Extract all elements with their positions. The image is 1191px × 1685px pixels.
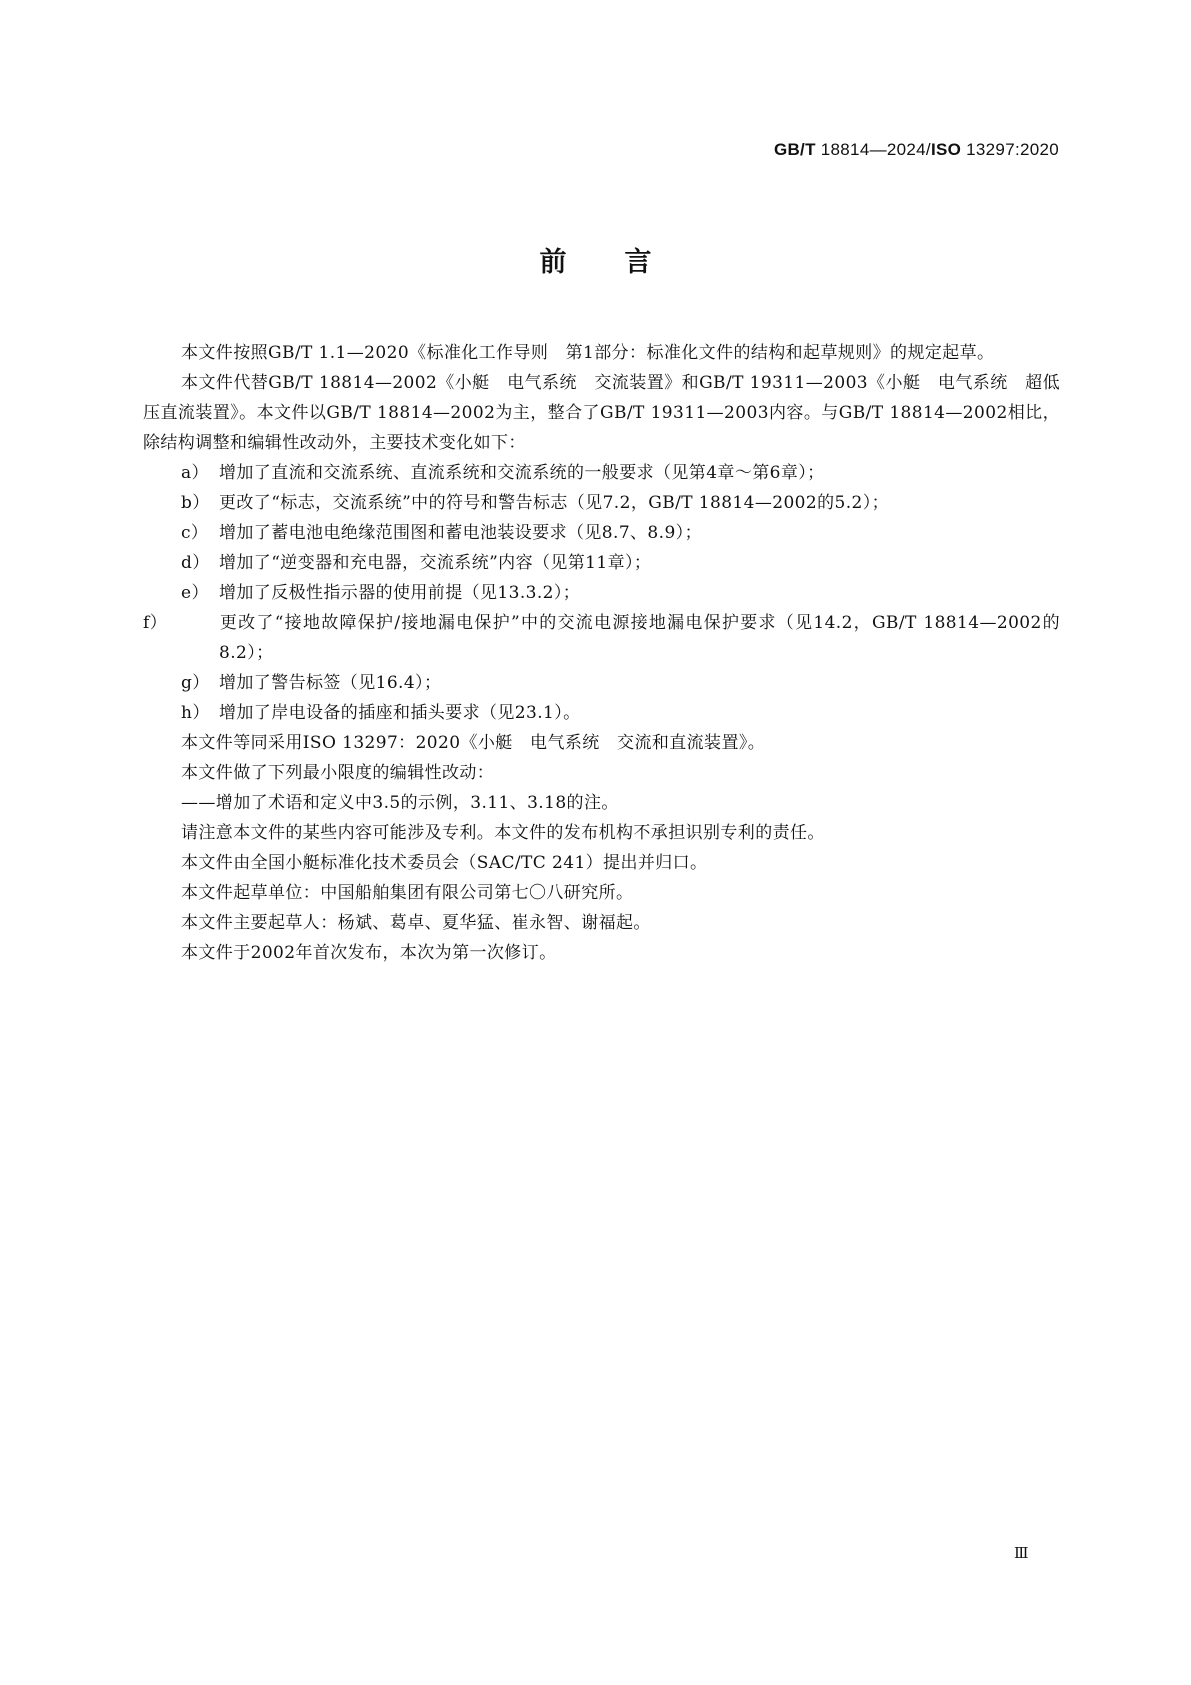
list-item-label: d） bbox=[181, 553, 210, 573]
list-item-text: 增加了岸电设备的插座和插头要求（见23.1）。 bbox=[219, 703, 581, 723]
paragraph-drafting-organization: 本文件起草单位：中国船舶集团有限公司第七〇八研究所。 bbox=[181, 883, 634, 903]
list-item-text: 增加了蓄电池电绝缘范围图和蓄电池装设要求（见8.7、8.9）； bbox=[219, 523, 702, 543]
paragraph-proposer: 本文件由全国小艇标准化技术委员会（SAC/TC 241）提出并归口。 bbox=[181, 853, 708, 873]
list-item-text: 更改了“接地故障保护/接地漏电保护”中的交流电源接地漏电保护要求（见14.2，GB/T 18814—2002的8.2）； bbox=[219, 613, 1060, 663]
page-number: Ⅲ bbox=[1014, 1544, 1029, 1562]
list-item bbox=[143, 578, 1060, 608]
list-item bbox=[143, 698, 1060, 728]
paragraph-drafters: 本文件主要起草人：杨斌、葛卓、夏华猛、崔永智、谢福起。 bbox=[181, 913, 651, 933]
standard-year: 2024 bbox=[886, 140, 926, 159]
list-item-label: e） bbox=[181, 583, 209, 603]
list-item-text: 增加了“逆变器和充电器，交流系统”内容（见第11章）； bbox=[219, 553, 652, 573]
standard-prefix: GB/T bbox=[773, 140, 816, 159]
paragraph-replaces: 本文件代替GB/T 18814—2002《小艇 电气系统 交流装置》和GB/T 19311—2003《小艇 电气系统 超低压直流装置》。本文件以GB/T 18814—2002为主，整合了GB/T 19311—2003内容。与GB/T 18814—2002相比，除结构调整和编辑性改动外，主要技术变化如下： bbox=[143, 373, 1060, 453]
list-item-text: 增加了反极性指示器的使用前提（见13.3.2）； bbox=[219, 583, 581, 603]
paragraph-patent-notice: 请注意本文件的某些内容可能涉及专利。本文件的发布机构不承担识别专利的责任。 bbox=[181, 823, 825, 843]
list-item-label: c） bbox=[181, 523, 209, 543]
list-item-text: 更改了“标志，交流系统”中的符号和警告标志（见7.2，GB/T 18814—2002的5.2）； bbox=[219, 493, 890, 513]
paragraph-iso-adoption: 本文件等同采用ISO 13297：2020《小艇 电气系统 交流和直流装置》。 bbox=[181, 733, 766, 753]
preface-body bbox=[143, 338, 1060, 968]
list-item-label: b） bbox=[181, 493, 210, 513]
list-item-label: f） bbox=[143, 613, 168, 633]
iso-number: 13297:2020 bbox=[966, 140, 1059, 159]
document-number: GB/T 18814—2024/ISO 13297:2020 bbox=[773, 140, 1059, 159]
paragraph-history: 本文件于2002年首次发布，本次为第一次修订。 bbox=[181, 943, 557, 963]
list-item-text: 增加了直流和交流系统、直流系统和交流系统的一般要求（见第4章～第6章）； bbox=[219, 463, 825, 483]
list-item bbox=[143, 668, 1060, 698]
page-title: 前言 bbox=[539, 247, 710, 278]
list-item-label: a） bbox=[181, 463, 209, 483]
list-item bbox=[143, 458, 1060, 488]
paragraph-editorial-changes: 本文件做了下列最小限度的编辑性改动： bbox=[181, 763, 495, 783]
list-item-text: 增加了警告标签（见16.4）； bbox=[219, 673, 442, 693]
list-item bbox=[143, 608, 1060, 668]
list-item bbox=[143, 488, 1060, 518]
list-item bbox=[143, 518, 1060, 548]
iso-prefix: ISO bbox=[930, 140, 962, 159]
paragraph-drafting-rules: 本文件按照GB/T 1.1—2020《标准化工作导则 第1部分：标准化文件的结构和起草规则》的规定起草。 bbox=[181, 343, 995, 363]
list-item-label: h） bbox=[181, 703, 210, 723]
list-item-label: g） bbox=[181, 673, 210, 693]
standard-number: 18814 bbox=[820, 140, 870, 159]
list-item bbox=[143, 548, 1060, 578]
paragraph-editorial-change-item: ——增加了术语和定义中3.5的示例，3.11、3.18的注。 bbox=[181, 793, 619, 813]
